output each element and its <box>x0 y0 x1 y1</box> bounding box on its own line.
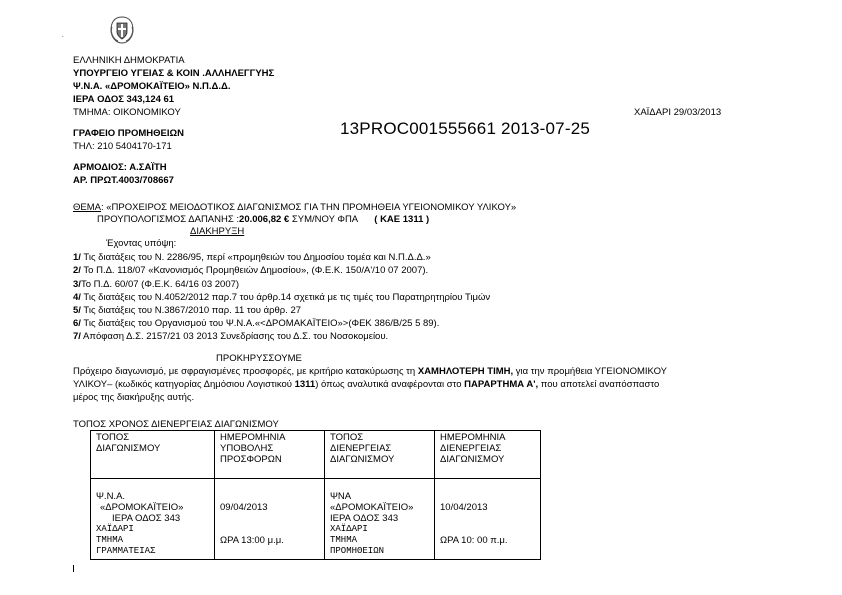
cell-line: ΤΟΠΟΣ <box>96 432 130 443</box>
schedule-title: ΤΟΠΟΣ ΧΡΟΝΟΣ ΔΙΕΝΕΡΓΕΙΑΣ ΔΙΑΓΩΝΙΣΜΟΥ <box>73 419 279 430</box>
phone: ΤΗΛ: 210 5404170-171 <box>73 141 172 152</box>
item-text: Απόφαση Δ.Σ. 2157/21 03 2013 Συνεδρίασης του Δ.Σ. του Νοσοκομείου. <box>80 331 389 342</box>
cell-line: ΔΙΑΓΩΝΙΣΜΟΥ <box>330 454 395 465</box>
cell-submission-date <box>215 479 325 560</box>
text-run: Πρόχειρο διαγωνισμό, με σφραγισμένες προσφορές, με κριτήριο κατακύρωσης τη <box>73 366 418 377</box>
procurement-office: ΓΡΑΦΕΙΟ ΠΡΟΜΗΘΕΙΩΝ <box>73 128 184 139</box>
header-cell-submission-date <box>215 431 325 479</box>
text-run-bold: ΧΑΜΗΛΟΤΕΡΗ ΤΙΜΗ, <box>417 366 514 377</box>
reference-number: ΑΡ. ΠΡΩΤ.4003/708667 <box>73 175 174 186</box>
responsible: ΑΡΜΟΔΙΟΣ: Α.ΣΑΪΤΗ <box>73 162 167 173</box>
considering-item <box>73 292 490 303</box>
greek-state-emblem-icon <box>108 15 136 45</box>
cell-line: ΩΡΑ 13:00 μ.μ. <box>220 535 284 546</box>
table-row <box>91 479 541 560</box>
cell-line: ΨΝΑ <box>330 491 352 502</box>
cell-submission-place <box>91 479 215 560</box>
considering-item <box>73 252 431 263</box>
proclaims-heading: ΠΡΟΚΗΡΥΣΣΟΥΜΕ <box>216 353 302 364</box>
item-number: 3/ <box>73 279 81 290</box>
announcement-title: ΔΙΑΚΗΡΥΞΗ <box>190 226 245 237</box>
cell-line: ΗΜΕΡΟΜΗΝΙΑ <box>220 432 286 443</box>
cell-line: ΔΙΑΓΩΝΙΣΜΟΥ <box>96 443 161 454</box>
budget-amount: 20.006,82 € <box>239 214 290 225</box>
cell-conduct-date <box>435 479 541 560</box>
item-number: 1/ <box>73 252 81 263</box>
item-text: Τις διατάξεις του Ν. 2286/95, περί «προμηθειών του Δημοσίου τομέα και Ν.Π.Δ.Δ.» <box>80 252 431 263</box>
kae-code: ( ΚΑΕ 1311 ) <box>374 214 430 225</box>
proclaims-paragraph-line-3: μέρος της διακήρυξης αυτής. <box>73 392 195 403</box>
cell-line-spacer <box>220 513 320 524</box>
cell-line: ΧΑΪΔΑΡΙ <box>330 524 368 534</box>
considering-item <box>73 305 301 316</box>
cell-line: ΙΕΡΑ ΟΔΟΣ 343 <box>112 513 181 524</box>
item-text: Τις διατάξεις του Οργανισμού του Ψ.Ν.Α.«<ΔΡΟΜΑΚΑΪΤΕΙΟ»>(ΦΕΚ 386/Β/25 5 89). <box>80 318 440 329</box>
considering-item <box>73 279 239 290</box>
cell-line: ΩΡΑ 10: 00 π.μ. <box>440 535 508 546</box>
cell-line: ΔΙΕΝΕΡΓΕΙΑΣ <box>440 443 502 454</box>
page-edge-mark <box>73 565 74 572</box>
cell-line-spacer <box>220 524 320 535</box>
org-line-department: ΤΜΗΜΑ: ΟΙΚΟΝΟΜΙΚΟΥ <box>73 107 181 118</box>
cell-line: ΧΑΪΔΑΡΙ <box>96 524 134 534</box>
item-number: 7/ <box>73 331 81 342</box>
considering-item <box>73 318 439 329</box>
item-number: 4/ <box>73 292 81 303</box>
proclaims-paragraph-line-2 <box>73 379 659 390</box>
item-text: Το Π.Δ. 118/07 «Κανονισμός Προμηθειών Δημοσίου», (Φ.Ε.Κ. 150/Α'/10 07 2007). <box>80 265 429 276</box>
item-number: 2/ <box>73 265 81 276</box>
item-number: 6/ <box>73 318 81 329</box>
budget-prefix: ΠΡΟΥΠΟΛΟΓΙΣΜΟΣ ΔΑΠΑΝΗΣ : <box>97 214 240 225</box>
org-line-address: ΙΕΡΑ ΟΔΟΣ 343,124 61 <box>73 94 175 105</box>
subject-line <box>73 202 516 213</box>
header-cell-place <box>91 431 215 479</box>
item-text: Το Π.Δ. 60/07 (Φ.Ε.Κ. 64/16 03 2007) <box>80 279 240 290</box>
item-text: Τις διατάξεις του Ν.4052/2012 παρ.7 του άρθρ.14 σχετικά με τις τιμές του Παρατηρητηρίου Τιμών <box>80 292 491 303</box>
cell-line: «ΔΡΟΜΟΚΑΪΤΕΙΟ» <box>330 502 414 513</box>
cell-line: ΤΜΗΜΑ <box>96 535 124 545</box>
cell-line-spacer <box>440 524 536 535</box>
cell-line: ΠΡΟΣΦΟΡΩΝ <box>220 454 282 465</box>
text-run: ) όπως αναλυτικά αναφέρονται στο <box>315 379 465 390</box>
cell-line: 09/04/2013 <box>220 502 268 513</box>
text-run: για την προμήθεια ΥΓΕΙΟΝΟΜΙΚΟΥ <box>513 366 667 377</box>
budget-line <box>97 214 429 225</box>
considering-intro: Έχοντας υπόψη: <box>106 238 177 249</box>
cell-line: ΔΙΕΝΕΡΓΕΙΑΣ <box>330 443 392 454</box>
org-line-ministry: ΥΠΟΥΡΓΕΙΟ ΥΓΕΙΑΣ & ΚΟΙΝ .ΑΛΛΗΛΕΓΓΥΗΣ <box>73 68 275 79</box>
table-header-row <box>91 431 541 479</box>
header-cell-conduct-date <box>435 431 541 479</box>
org-line-hospital: Ψ.Ν.Α. «ΔΡΟΜΟΚΑΪΤΕΙΟ» Ν.Π.Δ.Δ. <box>73 81 231 92</box>
considering-item <box>73 265 428 276</box>
cell-line: ΠΡΟΜΗΘΕΙΩΝ <box>330 546 385 556</box>
text-run: που αποτελεί αναπόσπαστο <box>538 379 660 390</box>
cell-line: ΥΠΟΒΟΛΗΣ <box>220 443 274 454</box>
cell-line: ΓΡΑΜΜΑΤΕΙΑΣ <box>96 546 156 556</box>
cell-line: ΔΙΑΓΩΝΙΣΜΟΥ <box>440 454 505 465</box>
cell-conduct-place <box>325 479 435 560</box>
cell-line: ΙΕΡΑ ΟΔΟΣ 343 <box>330 513 399 524</box>
text-run: ΥΛΙΚΟΥ– (κωδικός κατηγορίας Δημόσιου Λογιστικού <box>73 379 295 390</box>
text-run-bold: ΠΑΡΑΡΤΗΜΑ Α', <box>464 379 539 390</box>
cell-line: ΗΜΕΡΟΜΗΝΙΑ <box>440 432 506 443</box>
subject-text: : «ΠΡΟΧΕΙΡΟΣ ΜΕΙΟΔΟΤΙΚΟΣ ΔΙΑΓΩΝΙΣΜΟΣ ΓΙΑ ΤΗΝ ΠΡΟΜΗΘΕΙΑ ΥΓΕΙΟΝΟΜΙΚΟΥ ΥΛΙΚΟΥ» <box>100 202 517 213</box>
top-mark: . <box>62 33 64 39</box>
item-text: Τις διατάξεις του Ν.3867/2010 παρ. 11 του άρθρ. 27 <box>80 305 302 316</box>
cell-line: «ΔΡΟΜΟΚΑΪΤΕΙΟ» <box>100 502 184 513</box>
text-run-bold: 1311 <box>294 379 316 390</box>
cell-line: 10/04/2013 <box>440 502 488 513</box>
cell-line: ΤΜΗΜΑ <box>330 535 358 545</box>
cell-line-spacer <box>220 465 320 476</box>
cell-line: Ψ.Ν.Α. <box>96 491 126 502</box>
protocol-code: 13PROC001555661 2013-07-25 <box>340 119 590 138</box>
proclaims-paragraph-line-1 <box>73 366 667 377</box>
header-cell-conduct-place <box>325 431 435 479</box>
subject-label: ΘΕΜΑ <box>73 202 101 213</box>
cell-line: ΤΟΠΟΣ <box>330 432 364 443</box>
budget-suffix: ΣΥΜ/ΝΟΥ ΦΠΑ <box>289 214 358 225</box>
schedule-table <box>90 430 541 560</box>
considering-item <box>73 331 388 342</box>
item-number: 5/ <box>73 305 81 316</box>
org-line-republic: ΕΛΛΗΝΙΚΗ ΔΗΜΟΚΡΑΤΙΑ <box>73 55 185 66</box>
place-date: ΧΑΪΔΑΡΙ 29/03/2013 <box>634 107 722 118</box>
cell-line-spacer <box>440 513 536 524</box>
